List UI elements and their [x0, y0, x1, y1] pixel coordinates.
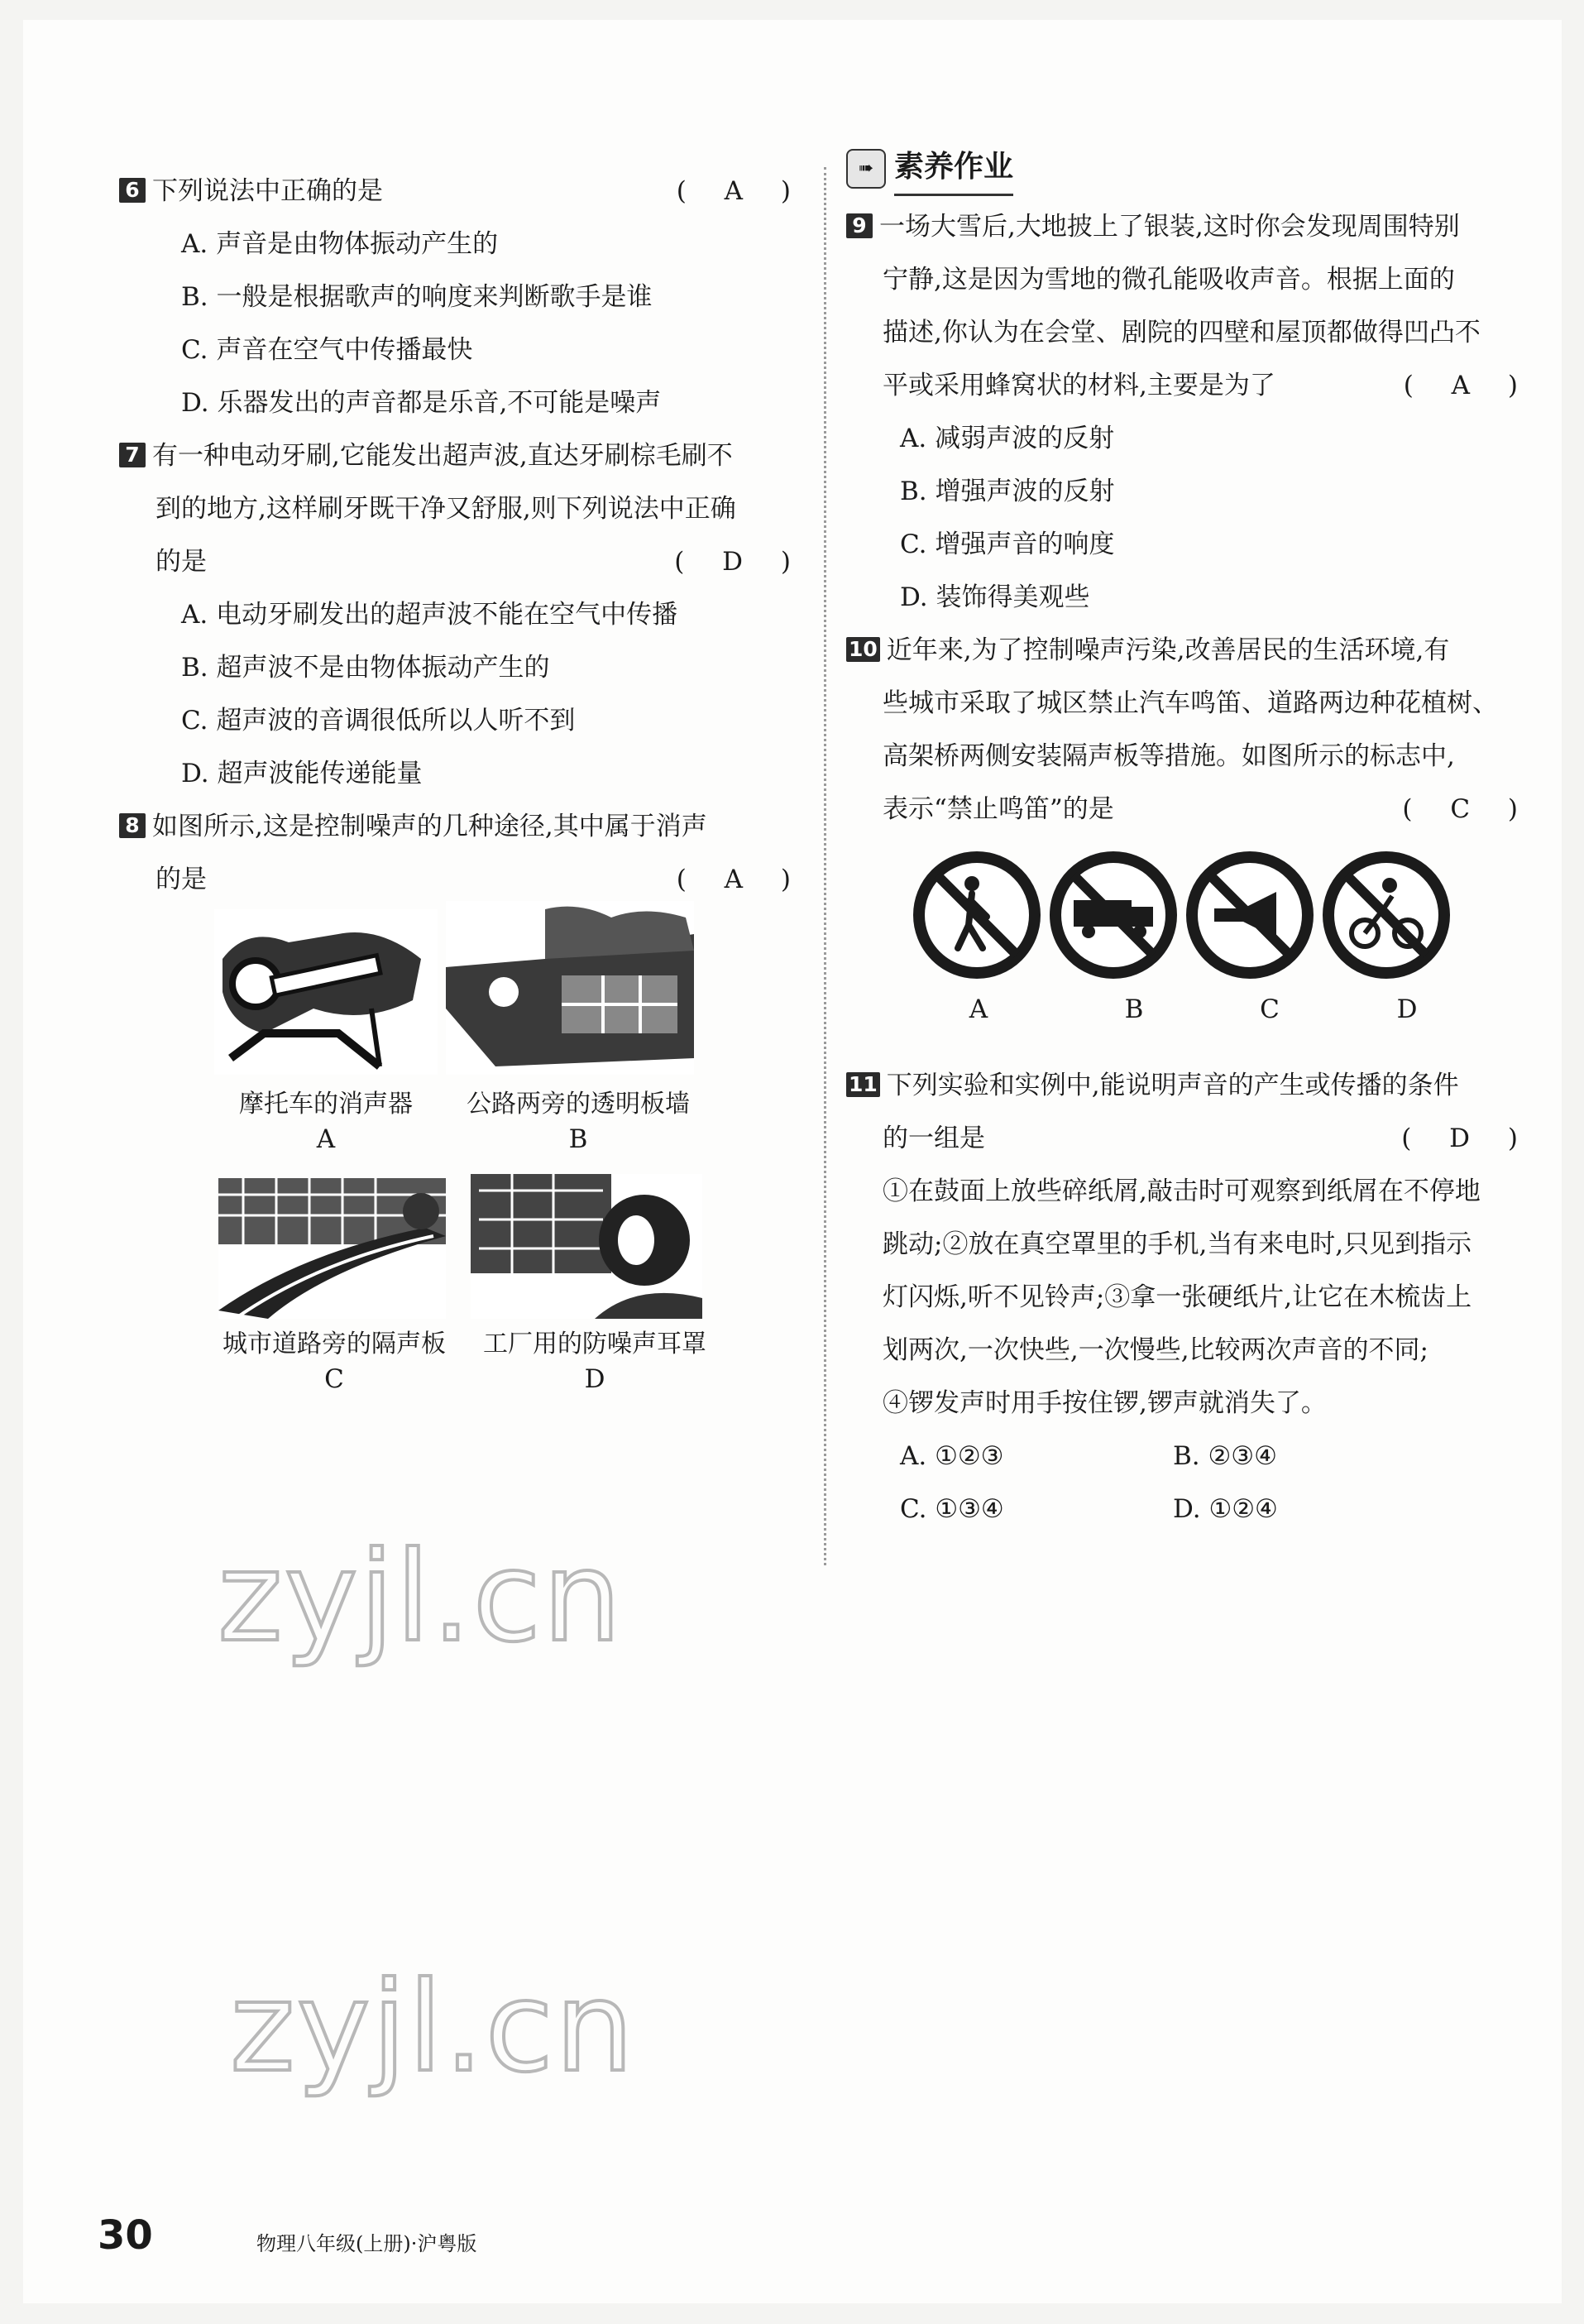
- q11-line-1: 11 下列实验和实例中,能说明声音的产生或传播的条件: [846, 1059, 1533, 1112]
- figure-d-caption: 工厂用的防噪声耳罩: [483, 1330, 706, 1358]
- watermark-2: zyjl.cn: [230, 1956, 636, 2100]
- earmuffs-illustration-icon: [471, 1174, 702, 1319]
- section-header: [846, 144, 1533, 194]
- q10-line-4: 表示“禁止鸣笛”的是 ( C ): [846, 783, 1533, 836]
- q11-body-line-4: 划两次,一次快些,一次慢些,比较两次声音的不同;: [883, 1335, 1429, 1365]
- book-title-footer: 物理八年级(上册)·沪粤版: [256, 2232, 477, 2255]
- road-noise-barrier-illustration: [218, 1178, 446, 1319]
- q8-answer: ( A ): [676, 865, 806, 894]
- q9-number: 9: [846, 213, 873, 238]
- q11-option-a: A. ①②③: [900, 1441, 1004, 1471]
- figure-a-letter: A: [316, 1124, 336, 1154]
- q7-option-b: B. 超声波不是由物体振动产生的: [181, 653, 550, 683]
- q10-number: 10: [846, 637, 880, 662]
- factory-earmuffs-illustration: [471, 1174, 702, 1319]
- q8-figures: [119, 909, 806, 1472]
- motorcycle-illustration-icon: [214, 909, 438, 1075]
- q9-option-d: D. 装饰得美观些: [900, 582, 1090, 612]
- q11-answer: ( D ): [1401, 1124, 1533, 1153]
- motorcycle-muffler-illustration: [214, 909, 438, 1075]
- q11-options-row-1: [846, 1430, 1533, 1483]
- q7-stem-line-2: 到的地方,这样刷牙既干净又舒服,则下列说法中正确: [156, 494, 736, 524]
- no-pedestrian-sign-icon: [912, 851, 1041, 980]
- q7-option-d: D. 超声波能传递能量: [181, 759, 423, 788]
- q9-line-4: 平或采用蜂窝状的材料,主要是为了 ( A ): [846, 359, 1533, 412]
- q9-option-c: C. 增强声音的响度: [900, 529, 1115, 559]
- sign-a-letter: A: [969, 994, 988, 1024]
- q9-option-a: A. 减弱声波的反射: [900, 424, 1115, 453]
- figure-c-caption: 城市道路旁的隔声板: [223, 1330, 446, 1358]
- q11-body-line-3: 灯闪烁,听不见铃声;③拿一张硬纸片,让它在木梳齿上: [883, 1282, 1472, 1312]
- left-column: [119, 165, 806, 1394]
- q6-option-d: D. 乐器发出的声音都是乐音,不可能是噪声: [181, 388, 662, 418]
- sign-b-letter: B: [1124, 994, 1144, 1024]
- figure-b-caption: 公路两旁的透明板墙: [467, 1090, 690, 1119]
- q6-answer: ( A ): [676, 176, 806, 206]
- q7-stem-line-1: 7 有一种电动牙刷,它能发出超声波,直达牙刷棕毛刷不: [119, 429, 806, 482]
- q6-number: 6: [119, 178, 146, 203]
- figure-c-letter: C: [324, 1364, 344, 1394]
- no-horn-sign-icon: [1185, 851, 1314, 980]
- q9-answer: ( A ): [1403, 371, 1533, 400]
- q7-stem-line-3: 的是 ( D ): [119, 535, 806, 588]
- q10-line-1: 10 近年来,为了控制噪声污染,改善居民的生活环境,有: [846, 624, 1533, 677]
- q7-option-c: C. 超声波的音调很低所以人听不到: [181, 706, 576, 736]
- sign-c-letter: C: [1260, 994, 1280, 1024]
- q8-stem-line-2: 的是 ( A ): [119, 853, 806, 906]
- transparent-wall-illustration: [446, 901, 694, 1075]
- figure-b-letter: B: [568, 1124, 588, 1154]
- q10-line-3: 高架桥两侧安装隔声板等措施。如图所示的标志中,: [883, 741, 1455, 771]
- figure-a-caption: 摩托车的消声器: [239, 1090, 413, 1119]
- q8-number: 8: [119, 813, 146, 838]
- no-bicycle-sign-icon: [1322, 851, 1451, 980]
- q11-body-line-5: ④锣发声时用手按住锣,锣声就消失了。: [883, 1388, 1327, 1418]
- q11-line-2: 的一组是 ( D ): [846, 1112, 1533, 1165]
- figure-d-letter: D: [584, 1364, 605, 1394]
- q7-answer: ( D ): [674, 547, 806, 577]
- q11-number: 11: [846, 1072, 880, 1097]
- q10-signs: [846, 836, 1533, 1024]
- q10-line-2: 些城市采取了城区禁止汽车鸣笛、道路两边种花植树、: [883, 688, 1498, 718]
- q8-stem-line-1: 8 如图所示,这是控制噪声的几种途径,其中属于消声: [119, 800, 806, 853]
- q11-body-line-1: ①在鼓面上放些碎纸屑,敲击时可观察到纸屑在不停地: [883, 1176, 1481, 1206]
- pencil-arrow-icon: ➠: [846, 149, 886, 189]
- watermark-1: zyjl.cn: [218, 1526, 624, 1670]
- q9-option-b: B. 增强声波的反射: [900, 477, 1115, 506]
- q10-answer: ( C ): [1402, 794, 1533, 824]
- q11-body-line-2: 跳动;②放在真空罩里的手机,当有来电时,只见到指示: [883, 1229, 1472, 1259]
- right-column: [846, 144, 1533, 1536]
- q9-line-3: 描述,你认为在会堂、剧院的四壁和屋顶都做得凹凸不: [883, 318, 1481, 347]
- q7-option-a: A. 电动牙刷发出的超声波不能在空气中传播: [181, 600, 678, 630]
- workbook-page: [23, 20, 1562, 2303]
- q11-option-c: C. ①③④: [900, 1494, 1004, 1524]
- q7-number: 7: [119, 443, 146, 467]
- q6-option-c: C. 声音在空气中传播最快: [181, 335, 473, 365]
- no-truck-sign-icon: [1049, 851, 1178, 980]
- q9-line-2: 宁静,这是因为雪地的微孔能吸收声音。根据上面的: [883, 265, 1455, 295]
- column-divider: [824, 167, 826, 1565]
- page-number: 30: [98, 2212, 153, 2259]
- q11-option-d: D. ①②④: [1173, 1494, 1278, 1524]
- q6-stem: 6 下列说法中正确的是 ( A ): [119, 165, 806, 218]
- q6-option-a: A. 声音是由物体振动产生的: [181, 229, 499, 259]
- q11-options-row-2: [846, 1483, 1533, 1536]
- section-title: 素养作业: [894, 142, 1013, 196]
- sign-d-letter: D: [1396, 994, 1418, 1024]
- q11-option-b: B. ②③④: [1173, 1441, 1277, 1471]
- highway-wall-illustration-icon: [446, 901, 694, 1075]
- q9-line-1: 9 一场大雪后,大地披上了银装,这时你会发现周围特别: [846, 200, 1533, 253]
- q6-option-b: B. 一般是根据歌声的响度来判断歌手是谁: [181, 282, 653, 312]
- road-barrier-illustration-icon: [218, 1178, 446, 1319]
